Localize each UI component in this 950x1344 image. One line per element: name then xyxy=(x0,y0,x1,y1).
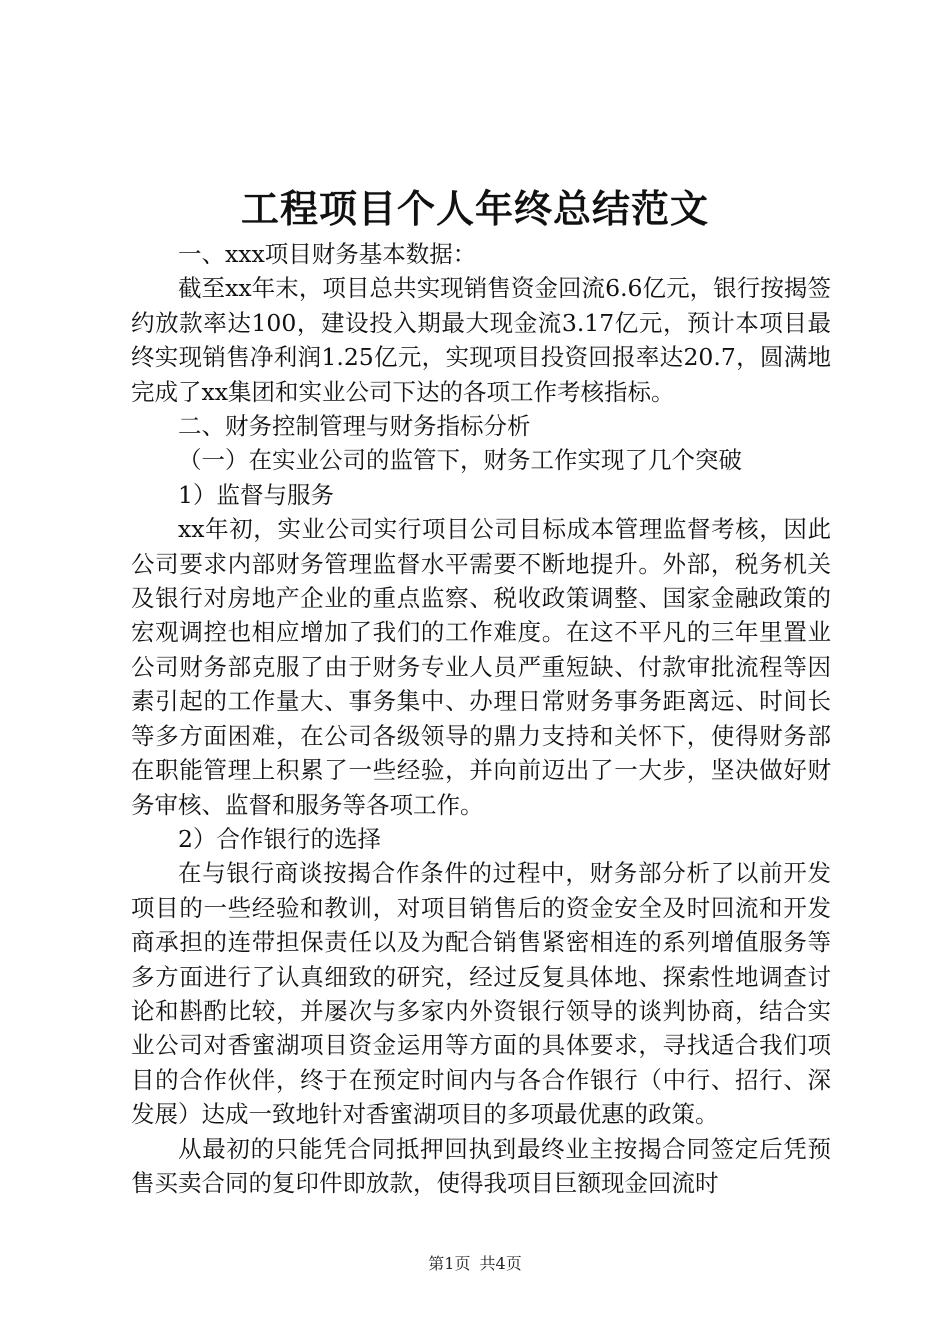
section-heading-2: 二、财务控制管理与财务指标分析 xyxy=(178,412,531,441)
document-body xyxy=(131,237,831,1200)
paragraph-financial-data: 截至xx年末，项目总共实现销售资金回流6.6亿元，银行按揭签约放款率达100，建设投入期最大现金流3.17亿元，预计本项目最终实现销售净利润1.25亿元，实现项目投资回报率达20.7，圆满地完成了xx集团和实业公司下达的各项工作考核指标。 xyxy=(131,274,831,406)
item-heading-1: 1）监督与服务 xyxy=(178,480,334,509)
paragraph-cash-flow: 从最初的只能凭合同抵押回执到最终业主按揭合同签定后凭预售买卖合同的复印件即放款，使得我项目巨额现金回流时 xyxy=(131,1134,831,1197)
page-total: 共4页 xyxy=(479,1254,522,1273)
page-number: 第1页 xyxy=(428,1254,471,1273)
section-heading-1: 一、xxx项目财务基本数据： xyxy=(178,240,477,268)
subsection-heading-1: （一）在实业公司的监管下，财务工作实现了几个突破 xyxy=(178,446,742,475)
paragraph-bank-selection: 在与银行商谈按揭合作条件的过程中，财务部分析了以前开发项目的一些经验和教训，对项目销售后的资金安全及时回流和开发商承担的连带担保责任以及为配合销售紧密相连的系列增值服务等多方面进行了认真细致的研究，经过反复具体地、探索性地调查讨论和斟酌比较，并屡次与多家内外资银行领导的谈判协商，结合实业公司对香蜜湖项目资金运用等方面的具体要求，寻找适合我们项目的合作伙伴，终于在预定时间内与各合作银行（中行、招行、深发展）达成一致地针对香蜜湖项目的多项最优惠的政策。 xyxy=(131,859,831,1129)
paragraph-supervision: xx年初，实业公司实行项目公司目标成本管理监督考核，因此公司要求内部财务管理监督水平需要不断地提升。外部，税务机关及银行对房地产企业的重点监察、税收政策调整、国家金融政策的宏观调控也相应增加了我们的工作难度。在这不平凡的三年里置业公司财务部克服了由于财务专业人员严重短缺、付款审批流程等因素引起的工作量大、事务集中、办理日常财务事务距离远、时间长等多方面困难，在公司各级领导的鼎力支持和关怀下，使得财务部在职能管理上积累了一些经验，并向前迈出了一大步，坚决做好财务审核、监督和服务等各项工作。 xyxy=(131,515,831,819)
item-heading-2: 2）合作银行的选择 xyxy=(178,824,381,853)
page-footer xyxy=(0,1254,950,1274)
document-title: 工程项目个人年终总结范文 xyxy=(240,186,709,231)
